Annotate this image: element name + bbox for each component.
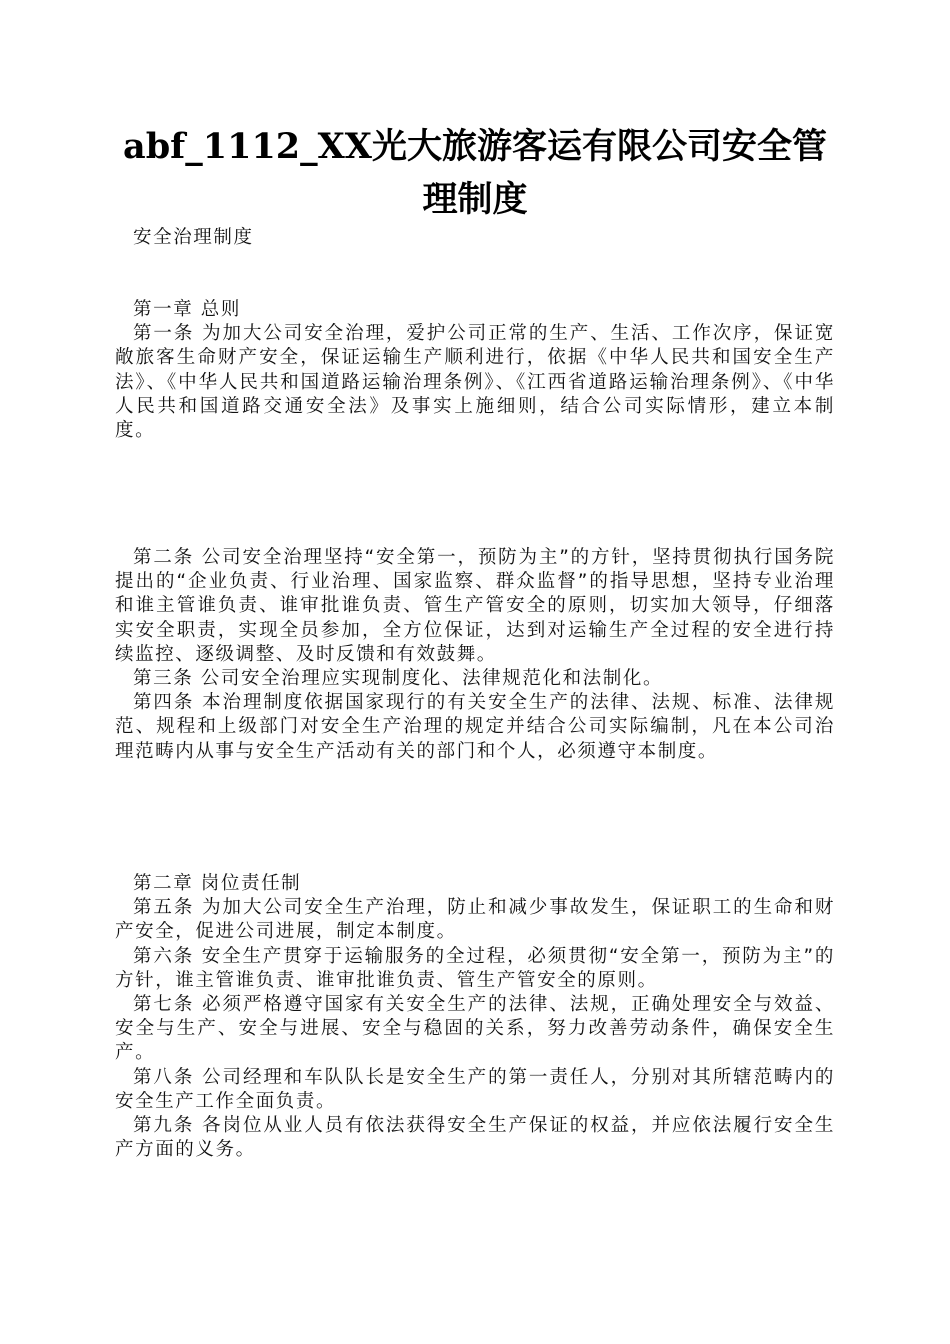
article-6: 第六条 安全生产贯穿于运输服务的全过程，必须贯彻“安全第一，预防为主”的方针，谁主管谁负责、谁审批谁负责、管生产管安全的原则。: [115, 945, 835, 991]
chapter1-block-articles: [115, 546, 835, 764]
article-5: 第五条 为加大公司安全生产治理，防止和减少事故发生，保证职工的生命和财产安全，促进公司进展，制定本制度。: [115, 897, 835, 943]
article-4: 第四条 本治理制度依据国家现行的有关安全生产的法律、法规、标准、法律规范、规程和上级部门对安全生产治理的规定并结合公司实际编制，凡在本公司治理范畴内从事与安全生产活动有关的部门和个人，必须遵守本制度。: [115, 692, 835, 762]
article-2: 第二条 公司安全治理坚持“安全第一，预防为主”的方针，坚持贯彻执行国务院提出的“企业负责、行业治理、国家监察、群众监督”的指导思想，坚持专业治理和谁主管谁负责、谁审批谁负责、管生产管安全的原则，切实加大领导，仔细落实安全职责，实现全员参加，全方位保证，达到对运输生产全过程的安全进行持续监控、逐级调整、及时反馈和有效鼓舞。: [115, 547, 835, 665]
article-7: 第七条 必须严格遵守国家有关安全生产的法律、法规，正确处理安全与效益、安全与生产、安全与进展、安全与稳固的关系，努力改善劳动条件，确保安全生产。: [115, 994, 835, 1064]
chapter1-block-intro: [115, 298, 835, 443]
article-3: 第三条 公司安全治理应实现制度化、法律规范化和法制化。: [133, 668, 664, 690]
document-title: abf_1112_XX光大旅游客运有限公司安全管理制度: [123, 126, 827, 220]
subtitle-text: 安全治理制度: [133, 227, 254, 248]
chapter2-block: [115, 872, 835, 1162]
article-1: 第一条 为加大公司安全治理，爱护公司正常的生产、生活、工作次序，保证宽敞旅客生命财产安全，保证运输生产顺利进行，依据《中华人民共和国安全生产法》、《中华人民共和国道路运输治理条例》、《江西省道路运输治理条例》、《中华人民共和国道路交通安全法》及事实上施细则，结合公司实际情形，建立本制度。: [115, 323, 835, 442]
document-subtitle: [115, 226, 835, 250]
article-8: 第八条 公司经理和车队队长是安全生产的第一责任人，分别对其所辖范畴内的安全生产工作全面负责。: [115, 1066, 835, 1112]
chapter2-heading: 第二章 岗位责任制: [133, 873, 302, 894]
chapter1-heading: 第一章 总则: [133, 299, 241, 320]
article-9: 第九条 各岗位从业人员有依法获得安全生产保证的权益，并应依法履行安全生产方面的义务。: [115, 1115, 835, 1161]
